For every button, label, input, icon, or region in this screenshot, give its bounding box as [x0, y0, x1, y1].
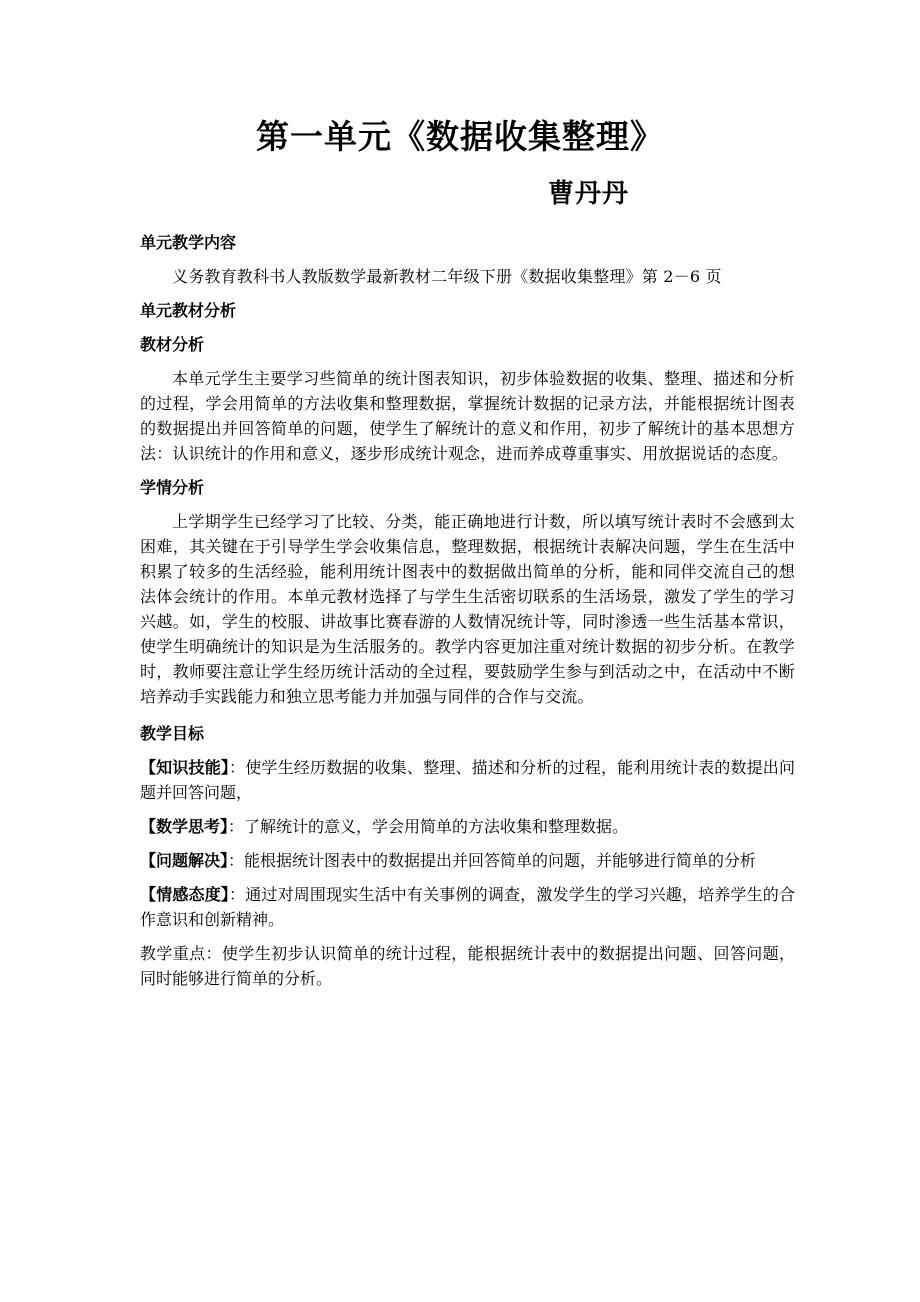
- goal-problem-solving: [140, 848, 795, 873]
- unit-content-paragraph: 义务教育教科书人教版数学最新教材二年级下册《数据收集整理》第 2－6 页: [172, 267, 722, 286]
- goal-text: ：能根据统计图表中的数据提出并回答简单的问题，并能够进行简单的分析: [228, 851, 757, 870]
- goal-text: ：使学生经历数据的收集、整理、描述和分析的过程，能利用统计表的数提出问题并回答问题，: [140, 758, 795, 802]
- goal-label: 【情感态度】: [140, 885, 230, 904]
- goal-knowledge-skills: [140, 755, 795, 805]
- textbook-analysis-paragraph: 本单元学生主要学习些简单的统计图表知识，初步体验数据的收集、整理、描述和分析的过程，学会用简单的方法收集和整理数据，掌握统计数据的记录方法，并能根据统计图表的数据提出并回答简单的问题，使学生了解统计的意义和作用，初步了解统计的基本思想方法：认识统计的作用和意义，逐步形成统计观念，进而养成尊重事实、用放据说话的态度。: [140, 369, 795, 463]
- author-name: 曹丹丹: [548, 179, 630, 209]
- key-point-paragraph: 教学重点：使学生初步认识简单的统计过程，能根据统计表中的数据提出问题、回答问题，同时能够进行简单的分析。: [140, 944, 795, 988]
- section-heading-textbook-analysis: 教材分析: [140, 335, 205, 354]
- goal-label: 【问题解决】: [140, 851, 229, 870]
- section-heading-unit-content: 单元教学内容: [140, 233, 237, 252]
- goal-text: ：了解统计的意义，学会用简单的方法收集和整理数据。: [228, 817, 629, 836]
- document-body: [140, 230, 795, 991]
- section-heading-teaching-goals: 教学目标: [140, 724, 205, 743]
- student-analysis-paragraph: 上学期学生已经学习了比较、分类，能正确地进行计数，所以填写统计表时不会感到太困难，其关键在于引导学生学会收集信息，整理数据，根据统计表解决问题，学生在生活中积累了较多的生活经验，能利用统计图表中的数据做出简单的分析，能和同伴交流自己的想法体会统计的作用。本单元教材选择了与学生生活密切联系的生活场景，激发了学生的学习兴越。如，学生的校服、讲故事比赛春游的人数情况统计等，同时渗透一些生活基本常识，使学生明确统计的知识是为生活服务的。教学内容更加注重对统计数据的初步分析。在教学时，教师要注意让学生经历统计活动的全过程，要鼓励学生参与到活动之中，在活动中不断培养动手实践能力和独立思考能力并加强与同伴的合作与交流。: [140, 512, 795, 706]
- goal-emotion-attitude: [140, 882, 795, 932]
- goal-text: ：通过对周围现实生活中有关事例的调查，激发学生的学习兴趣，培养学生的合作意识和创新精神。: [140, 885, 795, 929]
- goal-label: 【知识技能】: [140, 758, 230, 777]
- page-title: 第一单元《数据收集整理》: [256, 117, 664, 156]
- section-heading-material-analysis: 单元教材分析: [140, 301, 237, 320]
- goal-math-thinking: [140, 814, 795, 839]
- section-heading-student-analysis: 学情分析: [140, 478, 205, 497]
- goal-label: 【数学思考】: [140, 817, 229, 836]
